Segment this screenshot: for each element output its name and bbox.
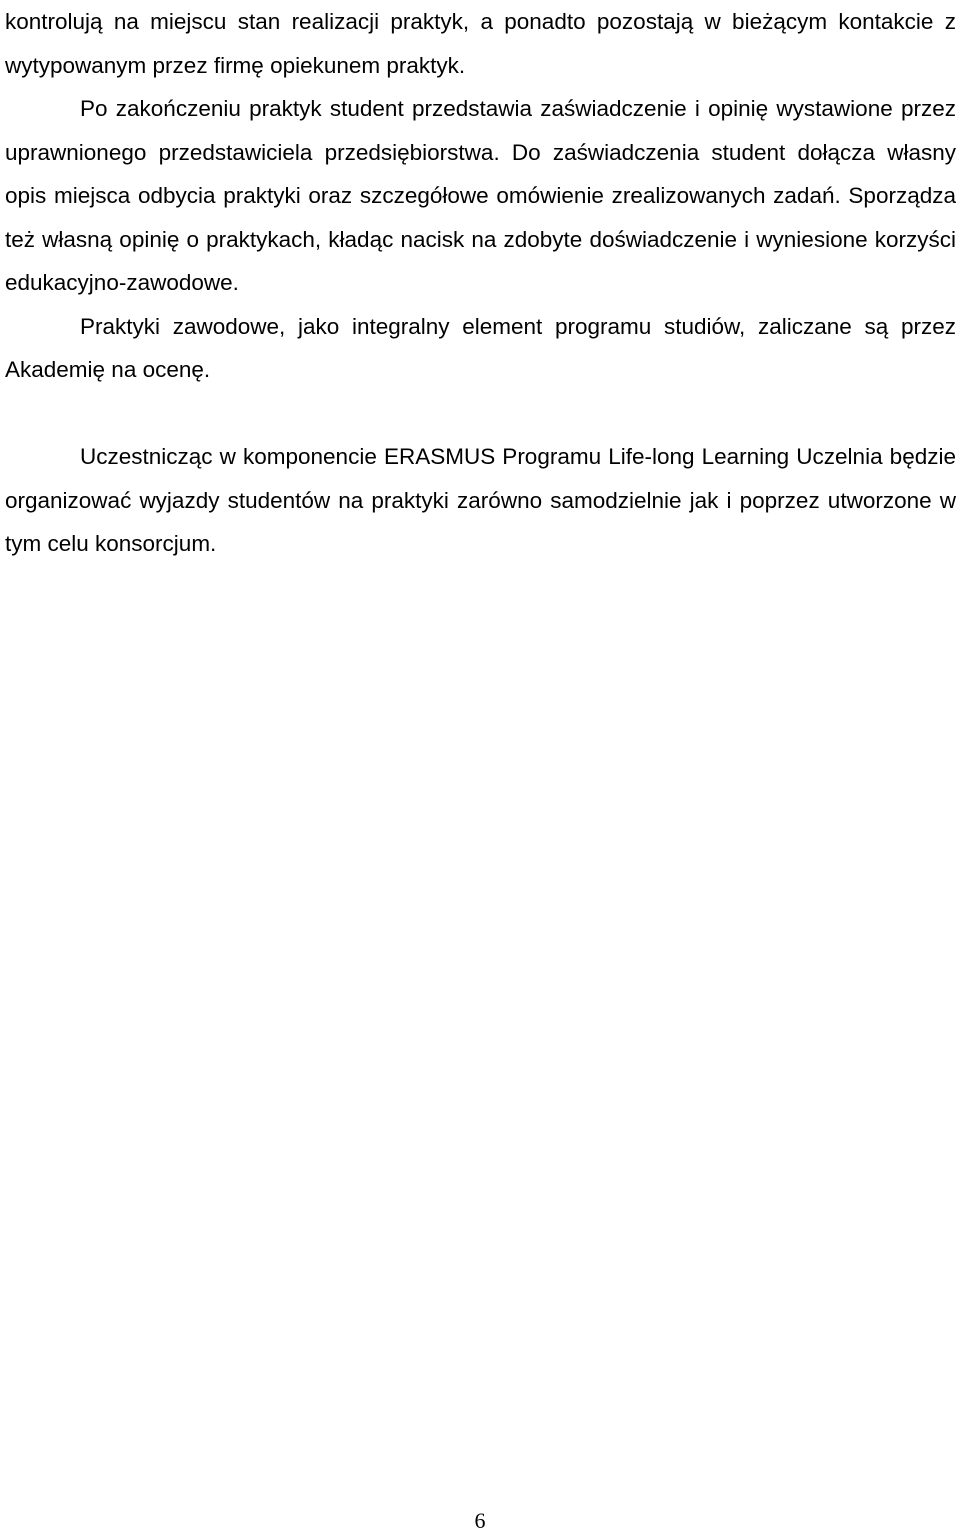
paragraph-grading: Praktyki zawodowe, jako integralny element programu studiów, zaliczane są przez Akademię na ocenę. (5, 313, 956, 382)
paragraph-certificate: Po zakończeniu praktyk student przedstawia zaświadczenie i opinię wystawione przez uprawnionego przedstawiciela przedsiębiorstwa. Do zaświadczenia student dołącza własny opis miejsca odbycia praktyki oraz szczegółowe omówienie zrealizowanych zadań. Sporządza też własną opinię o praktykach, kładąc nacisk na zdobyte doświadczenie i wyniesione korzyści edukacyjno-zawodowe. (5, 96, 956, 295)
page-number: 6 (474, 1508, 486, 1533)
document-body (5, 0, 956, 566)
paragraph-erasmus: Uczestnicząc w komponencie ERASMUS Programu Life-long Learning Uczelnia będzie organizować wyjazdy studentów na praktyki zarówno samodzielnie jak i poprzez utworzone w tym celu konsorcjum. (5, 444, 956, 556)
paragraph-continuation: kontrolują na miejscu stan realizacji praktyk, a ponadto pozostają w bieżącym kontakcie z wytypowanym przez firmę opiekunem praktyk. (5, 9, 956, 78)
